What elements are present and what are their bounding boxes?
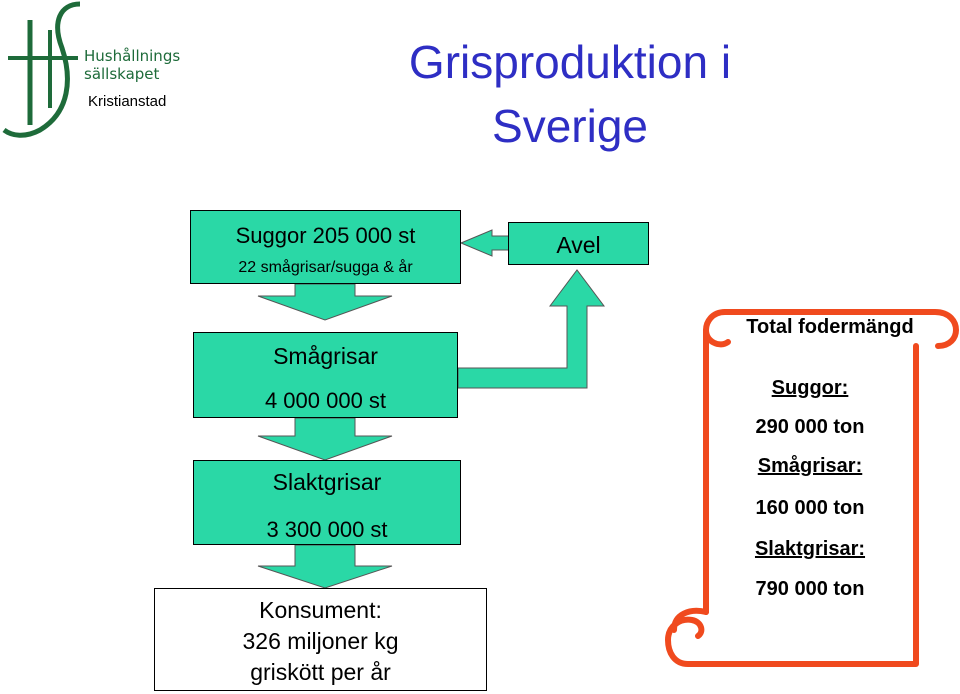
konsument-line1: Konsument:	[259, 597, 382, 623]
feed-suggor-value: 290 000 ton	[755, 416, 865, 438]
feed-title: Total fodermängd	[746, 316, 914, 338]
avel-label: Avel	[556, 232, 601, 258]
logo-line1: Hushållnings	[84, 47, 181, 65]
feed-slaktgrisar-label: Slaktgrisar:	[754, 538, 866, 560]
feed-suggor-label: Suggor:	[771, 377, 849, 399]
suggor-subtitle: 22 smågrisar/sugga & år	[238, 259, 413, 276]
slaktgrisar-count: 3 300 000 st	[266, 517, 388, 542]
smagrisar-title: Smågrisar	[273, 343, 378, 369]
logo-region: Kristianstad	[88, 93, 167, 110]
page-title-line2: Sverige	[492, 100, 648, 152]
konsument-line3: griskött per år	[250, 659, 391, 685]
feed-smagrisar-label: Smågrisar:	[757, 455, 863, 477]
logo-line2: sällskapet	[84, 65, 160, 83]
konsument-line2: 326 miljoner kg	[242, 628, 399, 654]
slaktgrisar-title: Slaktgrisar	[272, 469, 382, 495]
smagrisar-count: 4 000 000 st	[264, 388, 387, 413]
suggor-title: Suggor 205 000 st	[235, 223, 416, 248]
feed-slaktgrisar-value: 790 000 ton	[755, 578, 865, 600]
page-title-line1: Grisproduktion i	[408, 36, 732, 88]
feed-smagrisar-value: 160 000 ton	[755, 497, 865, 519]
